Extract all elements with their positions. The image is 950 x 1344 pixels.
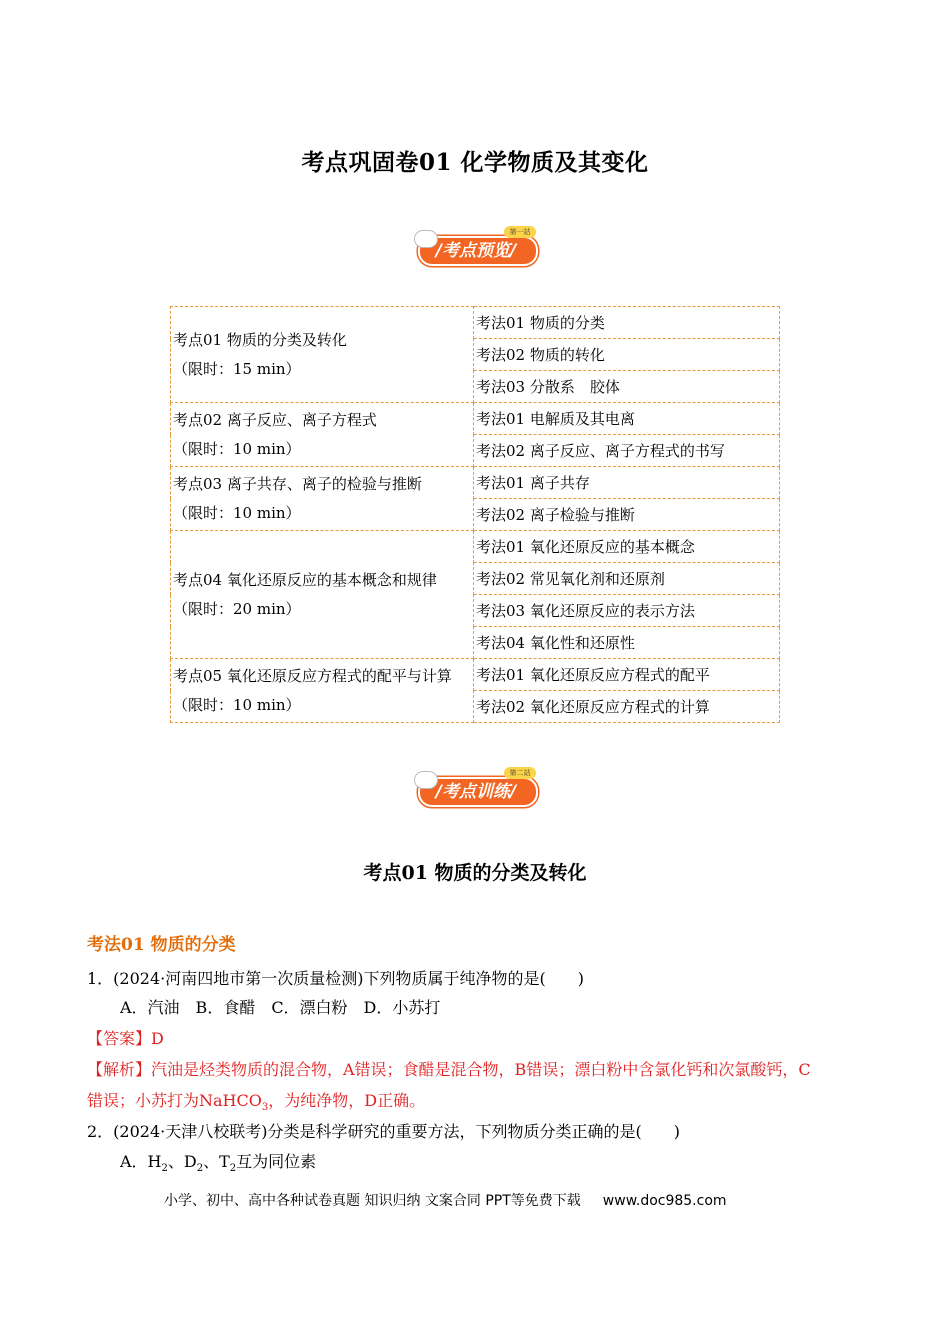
topic-time: （限时：10 min） [173, 503, 301, 522]
badge-tag: 第二站 [504, 767, 536, 779]
badge-tag: 第一站 [504, 226, 536, 238]
method-cell: 考法02 物质的转化 [474, 339, 780, 371]
method-cell: 考法02 常见氧化剂和还原剂 [474, 563, 780, 595]
footer [164, 1190, 727, 1210]
topic-cell [171, 403, 474, 467]
question-1-analysis: 【解析】汽油是烃类物质的混合物，A错误；食醋是混合物，B错误；漂白粉中含氯化钙和次氯酸钙，C [87, 1060, 811, 1079]
topic-cell [171, 659, 474, 723]
outline-table [170, 306, 780, 723]
outline-row [171, 531, 780, 563]
topic-name: 考点01 物质的分类及转化 [173, 330, 347, 349]
section-title: 考点01 物质的分类及转化 [363, 862, 587, 884]
badge-label: /考点训练/ [435, 782, 517, 802]
document-title: 考点巩固卷01 化学物质及其变化 [301, 149, 649, 176]
topic-time: （限时：10 min） [173, 695, 301, 714]
method-title: 考法01 物质的分类 [87, 935, 236, 955]
question-1-stem: 1．(2024·河南四地市第一次质量检测)下列物质属于纯净物的是( ) [87, 969, 584, 988]
question-1-answer: 【答案】D [87, 1029, 164, 1048]
preview-badge [414, 222, 538, 268]
footer-text: 小学、初中、高中各种试卷真题 知识归纳 文案合同 PPT等免费下载 [164, 1193, 581, 1209]
topic-cell [171, 307, 474, 403]
topic-name: 考点04 氧化还原反应的基本概念和规律 [173, 570, 437, 589]
topic-cell [171, 531, 474, 659]
method-cell: 考法01 氧化还原反应方程式的配平 [474, 659, 780, 691]
topic-name: 考点02 离子反应、离子方程式 [173, 410, 377, 429]
method-cell: 考法03 分散系 胶体 [474, 371, 780, 403]
training-badge [414, 763, 538, 809]
method-cell: 考法02 离子检验与推断 [474, 499, 780, 531]
outline-row [171, 403, 780, 435]
method-cell: 考法01 氧化还原反应的基本概念 [474, 531, 780, 563]
question-2-stem: 2．(2024·天津八校联考)分类是科学研究的重要方法，下列物质分类正确的是( ) [87, 1122, 680, 1141]
method-cell: 考法03 氧化还原反应的表示方法 [474, 595, 780, 627]
topic-time: （限时：15 min） [173, 359, 301, 378]
badge-label: /考点预览/ [435, 241, 517, 261]
topic-name: 考点03 离子共存、离子的检验与推断 [173, 474, 422, 493]
method-cell: 考法04 氧化性和还原性 [474, 627, 780, 659]
outline-row [171, 307, 780, 339]
topic-time: （限时：20 min） [173, 599, 301, 618]
method-cell: 考法02 氧化还原反应方程式的计算 [474, 691, 780, 723]
question-1-analysis-cont: 错误；小苏打为NaHCO$_3$，为纯净物，D正确。 [87, 1091, 426, 1114]
outline-row [171, 467, 780, 499]
method-cell: 考法02 离子反应、离子方程式的书写 [474, 435, 780, 467]
method-cell: 考法01 电解质及其电离 [474, 403, 780, 435]
question-2-option-a: A．$H_2$、$D_2$、$T_2$互为同位素 [120, 1152, 317, 1175]
topic-name: 考点05 氧化还原反应方程式的配平与计算 [173, 666, 452, 685]
outline-row [171, 659, 780, 691]
method-cell: 考法01 物质的分类 [474, 307, 780, 339]
topic-cell [171, 467, 474, 531]
method-cell: 考法01 离子共存 [474, 467, 780, 499]
footer-url[interactable]: www.doc985.com [602, 1193, 727, 1209]
topic-time: （限时：10 min） [173, 439, 301, 458]
question-1-options: A．汽油 B．食醋 C．漂白粉 D．小苏打 [120, 998, 441, 1017]
